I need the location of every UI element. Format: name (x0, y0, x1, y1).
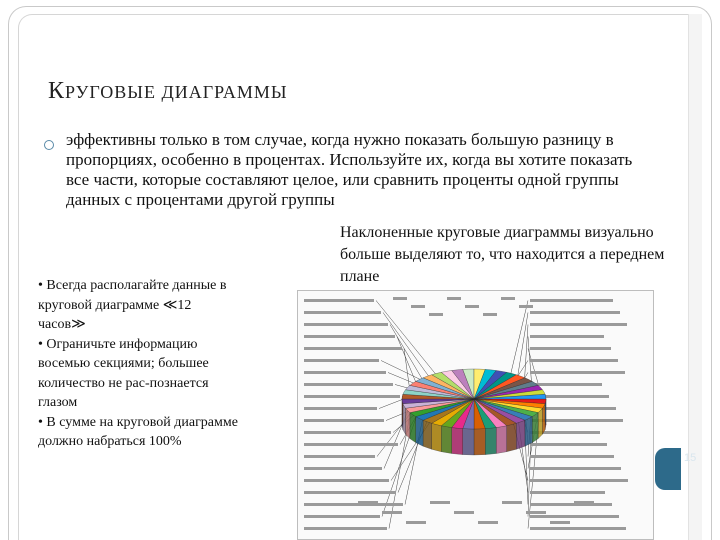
chart-label-bar (530, 335, 604, 338)
chart-label-bar (530, 359, 618, 362)
title-rest: РУГОВЫЕ ДИАГРАММЫ (65, 82, 288, 102)
chart-label-bar (304, 299, 374, 302)
chart-label-bar (411, 305, 425, 308)
chart-label-bar (358, 501, 378, 504)
chart-label-bar (530, 347, 611, 350)
chart-label-bar (304, 467, 382, 470)
chart-label-bar (501, 297, 515, 300)
chart-label-bar (304, 407, 377, 410)
chart-label-bar (304, 431, 391, 434)
page-number: 15 (684, 452, 697, 464)
chart-label-bar (304, 395, 400, 398)
pie-chart-image (297, 290, 654, 540)
chart-label-bar (530, 467, 621, 470)
chart-label-bar (530, 503, 612, 506)
chart-label-bar (530, 443, 607, 446)
chart-label-bar (530, 479, 628, 482)
list-item: • В сумме на круговой диаграмме должно набраться 100% (38, 414, 238, 449)
chart-label-bar (304, 311, 381, 314)
chart-label-bar (304, 383, 393, 386)
chart-label-bar (304, 443, 398, 446)
chart-label-bar (530, 371, 625, 374)
chart-label-bar (530, 527, 626, 530)
pie-chart-svg (298, 291, 654, 540)
pie-side-segment (485, 428, 496, 455)
chart-label-bar (304, 503, 403, 506)
chart-label-bar (304, 359, 379, 362)
chart-label-bar (304, 335, 395, 338)
pie-side-segment (416, 417, 423, 447)
chart-label-bar (465, 305, 479, 308)
chart-label-bar (304, 419, 384, 422)
tilted-pie-note: Наклоненные круговые диаграммы визуально больше выделяют то, что находится а переднем плане (340, 224, 665, 285)
list-item: • Всегда располагайте данные в круговой диаграмме ≪12 часов≫ (38, 278, 227, 332)
chart-label-bar (530, 311, 620, 314)
chart-label-bar (429, 313, 443, 316)
chart-label-bar (304, 479, 389, 482)
chart-label-bar (519, 305, 533, 308)
chart-label-bar (550, 521, 570, 524)
title-first-letter: К (48, 78, 66, 104)
chart-label-bar (530, 515, 619, 518)
chart-label-bar (483, 313, 497, 316)
leader-line (524, 325, 528, 382)
chart-label-bar (304, 515, 380, 518)
chart-label-bar (502, 501, 522, 504)
chart-label-bar (382, 511, 402, 514)
chart-label-bar (574, 501, 594, 504)
chart-label-bar (530, 491, 605, 494)
pie-side-segment (410, 413, 416, 443)
chart-label-bar (304, 455, 375, 458)
pie-side-segment (525, 417, 532, 447)
chart-label-bar (393, 297, 407, 300)
page-number-badge (655, 448, 681, 490)
chart-label-bar (530, 299, 613, 302)
chart-label-bar (304, 371, 386, 374)
chart-label-bar (530, 455, 614, 458)
chart-label-bar (406, 521, 426, 524)
leader-line (397, 337, 416, 384)
pie-side-segment (463, 429, 474, 455)
pie-side-segment (538, 408, 542, 438)
chart-label-bar (304, 527, 387, 530)
chart-label-bar (304, 491, 396, 494)
chart-label-bar (430, 501, 450, 504)
pie-side-segment (507, 423, 517, 451)
main-bullet-text: эффективны только в том случае, когда нужно показать большую разницу в пропорциях, особенно в процентах. Используйте их, когда вы хотите показать все части, которые составляют целое, или сравнить проценты одной группы данных с процентами другой группы (66, 130, 633, 209)
pie-side-segment (406, 408, 410, 438)
pie-side-segment (441, 426, 451, 454)
left-bullet-list (38, 276, 238, 452)
chart-label-bar (530, 323, 627, 326)
pie-side-segment (423, 420, 432, 449)
chart-label-bar (304, 347, 402, 350)
chart-label-bar (304, 323, 388, 326)
pie-side-segment (532, 413, 538, 443)
pie-side-segment (516, 420, 525, 449)
chart-label-bar (447, 297, 461, 300)
pie-top (402, 369, 546, 429)
leader-line (376, 301, 438, 378)
pie-side-segment (496, 426, 506, 454)
chart-label-bar (530, 383, 602, 386)
pie-side-segment (542, 404, 545, 435)
list-item: • Ограничьте информацию восемью секциями; большее количество не рас-познается глазом (38, 336, 209, 410)
pie-side-segment (474, 429, 485, 455)
pie-side-segment (432, 423, 442, 451)
chart-label-bar (454, 511, 474, 514)
bullet-ring-icon (44, 140, 54, 150)
pie-side-segment (452, 428, 463, 455)
pie-side-segment (403, 404, 406, 435)
chart-label-bar (526, 511, 546, 514)
slide-title (48, 78, 288, 105)
chart-label-bar (478, 521, 498, 524)
